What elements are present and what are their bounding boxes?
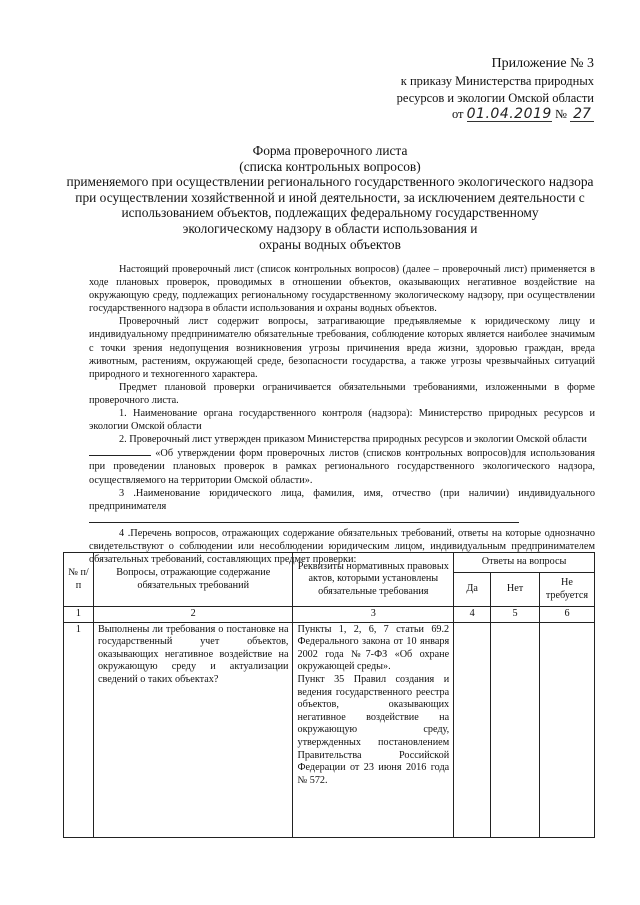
paragraph-order [89, 433, 595, 486]
order-blank-line [89, 446, 151, 456]
paragraph-subject: Предмет плановой проверки ограничивается обязательными требованиями, изложенными в форме проверочного листа. [89, 381, 595, 406]
paragraph-content: Проверочный лист содержит вопросы, затрагивающие предъявляемые к юридическому лицу и индивидуальному предпринимателю обязательные требования, соблюдение которых является наиболее значимым с точки зрения недопущения возникновения угрозы причинения вреда жизни, здоровью граждан, вреда животным, растениям, окружающей среде, безопасности государства, а также угрозы чрезвычайных ситуаций природного и техногенного характера. [89, 316, 595, 380]
body-text [89, 263, 595, 566]
number-prefix: № [554, 107, 567, 121]
appendix-line-1: к приказу Министерства природных [400, 74, 594, 88]
header-not-required: Не требуется [539, 573, 594, 607]
handwritten-date: 01.04.2019 [466, 106, 552, 122]
header-yes: Да [454, 573, 491, 607]
paragraph-question-list: 4 .Перечень вопросов, отражающих содержание обязательных требований, ответы на которые однозначно свидетельствуют о соблюдении или несоблюдении юридическим лицом, индивидуальным предпринимателем обязательных требований, составляющих предмет проверки: [89, 527, 595, 566]
paragraph-authority: 1. Наименование органа государственного контроля (надзора): Министерство природных ресурсов и экологии Омской области [89, 408, 595, 433]
column-number: 4 [454, 607, 491, 623]
row-question: Выполнены ли требования о постановке на государственный учет объектов, оказывающих негативное воздействие на окружающую среду и актуализации сведений о таких объектах? [93, 622, 293, 837]
column-number: 1 [64, 607, 94, 623]
requisites-rules: Пункт 35 Правил создания и ведения государственного реестра объектов, оказывающих негативное воздействие на окружающую среду, утвержденных постановлением Правительства Российской Федерации от 23 июня 2016 года № 572. [297, 673, 450, 786]
form-title-line: (списка контрольных вопросов) [239, 158, 421, 174]
paragraph-scope: Настоящий проверочный лист (список контрольных вопросов) (далее – проверочный лист) применяется в ходе плановых проверок, проводимых в отношении объектов, оказывающих негативное воздействие на окружающую среду, подлежащих региональному государственному экологическому надзору, при осуществлении государственного надзора в области использования и охраны водных объектов. [89, 264, 595, 315]
requisites-federal-law: Пункты 1, 2, 6, 7 статьи 69.2 Федерального закона от 10 января 2002 года №7-ФЗ «Об охране окружающей среды». [297, 623, 450, 673]
header-answers: Ответы на вопросы [454, 553, 595, 573]
row-requisites [293, 622, 454, 837]
form-title-line: при осуществлении хозяйственной и иной деятельности, за исключением деятельности с [75, 189, 585, 205]
table-row [64, 622, 595, 837]
header-question: Вопросы, отражающие содержание обязательных требований [93, 553, 293, 607]
entity-name-blank-line [89, 513, 519, 523]
form-title-line: Форма проверочного листа [252, 143, 408, 158]
header-requisites: Реквизиты нормативных правовых актов, которыми установлены обязательные требования [293, 553, 454, 607]
row-num: 1 [64, 622, 94, 837]
appendix-line-2: ресурсов и экологии Омской области [396, 90, 594, 105]
header-num: № п/п [64, 553, 94, 607]
paragraph-entity-name [89, 487, 595, 527]
answer-yes-cell[interactable] [454, 622, 491, 837]
order-text-rest: «Об утверждении форм проверочных листов (списков контрольных вопросов)для использования при проведении плановых проверок в рамках регионального государственного экологического надзора, осуществляемого на территории Омской области». [89, 448, 595, 486]
appendix-header [397, 54, 594, 123]
column-number: 6 [539, 607, 594, 623]
form-title-line: охраны водных объектов [259, 236, 401, 252]
answer-not-required-cell[interactable] [539, 622, 594, 837]
form-title [60, 143, 600, 252]
order-text-start: 2. Проверочный лист утвержден приказом Министерства природных ресурсов и экологии Омской области [119, 434, 587, 446]
column-number: 3 [293, 607, 454, 623]
column-number-row [64, 607, 595, 623]
form-title-line: применяемого при осуществлении регионального государственного экологического надзора [66, 174, 594, 190]
form-title-line: использованием объектов, подлежащих федеральному государственному [121, 205, 539, 221]
column-number: 5 [491, 607, 540, 623]
form-title-line: экологическому надзору в области использования и [182, 220, 478, 236]
handwritten-number: 27 [570, 107, 594, 122]
date-prefix: от [451, 107, 464, 121]
entity-name-label: 3 .Наименование юридического лица, фамилия, имя, отчество (при наличии) индивидуального предпринимателя [89, 487, 595, 512]
questions-table [63, 552, 595, 838]
column-number: 2 [93, 607, 293, 623]
header-no: Нет [491, 573, 540, 607]
appendix-date-line [397, 106, 594, 123]
appendix-title: Приложение № 3 [491, 56, 594, 71]
answer-no-cell[interactable] [491, 622, 540, 837]
